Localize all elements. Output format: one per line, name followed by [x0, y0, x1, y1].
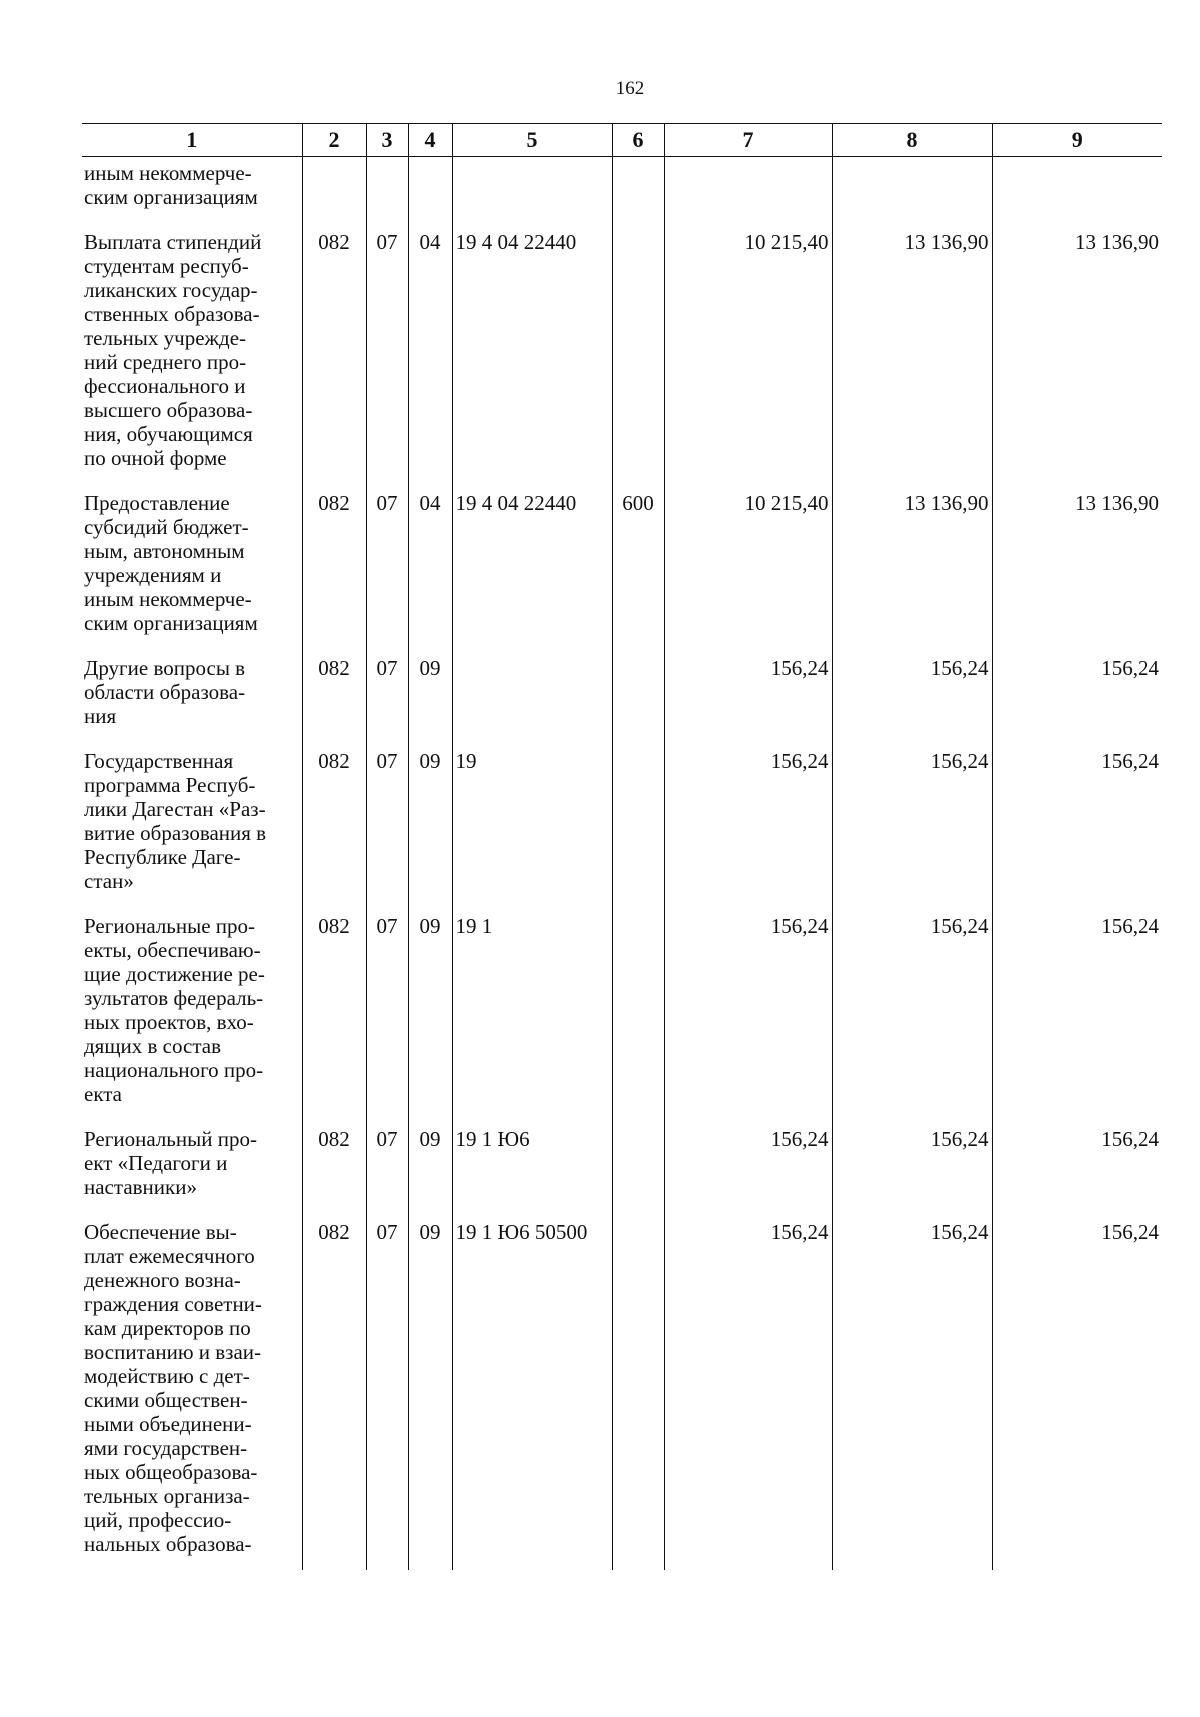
expense-type-cell: [612, 1213, 664, 1570]
item-name-cell: иным некоммерче- ским организациям: [84, 161, 258, 209]
item-name-cell: Региональный про- ект «Педагоги и наставники»: [84, 1127, 257, 1199]
table-row: [82, 742, 1162, 907]
ministry-code-cell: 082: [302, 484, 366, 649]
target-article-cell: [452, 157, 612, 224]
amount-year2-cell: [832, 157, 992, 224]
column-header-4: 4: [408, 124, 452, 157]
section-code-cell: 07: [366, 1213, 408, 1570]
subsection-code-cell: 09: [408, 907, 452, 1120]
target-article-cell: 19 1: [452, 907, 612, 1120]
table-row: [82, 157, 1162, 224]
amount-year2-cell: 156,24: [832, 1213, 992, 1570]
expense-type-cell: 600: [612, 484, 664, 649]
table-row: [82, 649, 1162, 742]
target-article-cell: 19 4 04 22440: [452, 223, 612, 484]
column-header-6: 6: [612, 124, 664, 157]
table-body: [82, 157, 1162, 1571]
subsection-code-cell: 04: [408, 484, 452, 649]
expense-type-cell: [612, 742, 664, 907]
expense-type-cell: [612, 223, 664, 484]
subsection-code-cell: 09: [408, 742, 452, 907]
amount-year1-cell: 156,24: [664, 649, 832, 742]
amount-year3-cell: 156,24: [992, 1120, 1162, 1213]
expense-type-cell: [612, 1120, 664, 1213]
item-name-cell: Государственная программа Респуб- лики Дагестан «Раз- витие образования в Республике Даге- стан»: [84, 749, 267, 893]
section-code-cell: 07: [366, 907, 408, 1120]
target-article-cell: 19 4 04 22440: [452, 484, 612, 649]
amount-year1-cell: 156,24: [664, 742, 832, 907]
amount-year1-cell: 10 215,40: [664, 484, 832, 649]
amount-year1-cell: 156,24: [664, 1120, 832, 1213]
section-code-cell: 07: [366, 742, 408, 907]
budget-table: [82, 123, 1162, 1570]
expense-type-cell: [612, 157, 664, 224]
section-code-cell: 07: [366, 649, 408, 742]
table-row: [82, 1120, 1162, 1213]
ministry-code-cell: [302, 157, 366, 224]
amount-year2-cell: 156,24: [832, 907, 992, 1120]
ministry-code-cell: 082: [302, 907, 366, 1120]
target-article-cell: 19: [452, 742, 612, 907]
ministry-code-cell: 082: [302, 1120, 366, 1213]
column-header-9: 9: [992, 124, 1162, 157]
subsection-code-cell: 04: [408, 223, 452, 484]
table-row: [82, 484, 1162, 649]
item-name-cell: Выплата стипендий студентам респуб- ликанских государ- ственных образова- тельных учрежде- ний среднего про- фессионального и высшего образова- ния, обучающимся по очной форме: [84, 230, 262, 470]
item-name-cell: Другие вопросы в области образова- ния: [84, 656, 246, 728]
item-name-cell: Региональные про- екты, обеспечиваю- щие достижение ре- зультатов федераль- ных проектов, вхо- дящих в состав национального про- екта: [84, 914, 265, 1106]
section-code-cell: 07: [366, 223, 408, 484]
section-code-cell: 07: [366, 1120, 408, 1213]
ministry-code-cell: 082: [302, 1213, 366, 1570]
subsection-code-cell: [408, 157, 452, 224]
column-header-3: 3: [366, 124, 408, 157]
ministry-code-cell: 082: [302, 742, 366, 907]
section-code-cell: 07: [366, 484, 408, 649]
amount-year1-cell: 156,24: [664, 907, 832, 1120]
column-header-7: 7: [664, 124, 832, 157]
amount-year2-cell: 156,24: [832, 742, 992, 907]
column-header-1: 1: [82, 124, 302, 157]
table-header: [82, 124, 1162, 157]
amount-year3-cell: 156,24: [992, 742, 1162, 907]
amount-year2-cell: 156,24: [832, 1120, 992, 1213]
expense-type-cell: [612, 907, 664, 1120]
amount-year2-cell: 13 136,90: [832, 484, 992, 649]
amount-year3-cell: [992, 157, 1162, 224]
column-header-2: 2: [302, 124, 366, 157]
item-name-cell: Обеспечение вы- плат ежемесячного денежного возна- граждения советни- кам директоров по воспитанию и взаи- модействию с дет- скими обществен- ными объединени- ями государствен- ных общеобразова- тельных организа- ций, профессио- нальных образова-: [84, 1220, 262, 1556]
subsection-code-cell: 09: [408, 1120, 452, 1213]
amount-year3-cell: 156,24: [992, 907, 1162, 1120]
item-name-cell: Предоставление субсидий бюджет- ным, автономным учреждениям и иным некоммерче- ским организациям: [84, 491, 258, 635]
amount-year3-cell: 13 136,90: [992, 484, 1162, 649]
target-article-cell: [452, 649, 612, 742]
subsection-code-cell: 09: [408, 1213, 452, 1570]
target-article-cell: 19 1 Ю6 50500: [452, 1213, 612, 1570]
amount-year3-cell: 13 136,90: [992, 223, 1162, 484]
ministry-code-cell: 082: [302, 649, 366, 742]
amount-year1-cell: 156,24: [664, 1213, 832, 1570]
table-row: [82, 907, 1162, 1120]
subsection-code-cell: 09: [408, 649, 452, 742]
amount-year3-cell: 156,24: [992, 649, 1162, 742]
page-number: 162: [615, 78, 645, 99]
expense-type-cell: [612, 649, 664, 742]
column-header-8: 8: [832, 124, 992, 157]
header-row: [82, 124, 1162, 157]
amount-year1-cell: 10 215,40: [664, 223, 832, 484]
section-code-cell: [366, 157, 408, 224]
amount-year1-cell: [664, 157, 832, 224]
column-header-5: 5: [452, 124, 612, 157]
target-article-cell: 19 1 Ю6: [452, 1120, 612, 1213]
ministry-code-cell: 082: [302, 223, 366, 484]
amount-year3-cell: 156,24: [992, 1213, 1162, 1570]
table-row: [82, 223, 1162, 484]
table-row: [82, 1213, 1162, 1570]
amount-year2-cell: 156,24: [832, 649, 992, 742]
amount-year2-cell: 13 136,90: [832, 223, 992, 484]
